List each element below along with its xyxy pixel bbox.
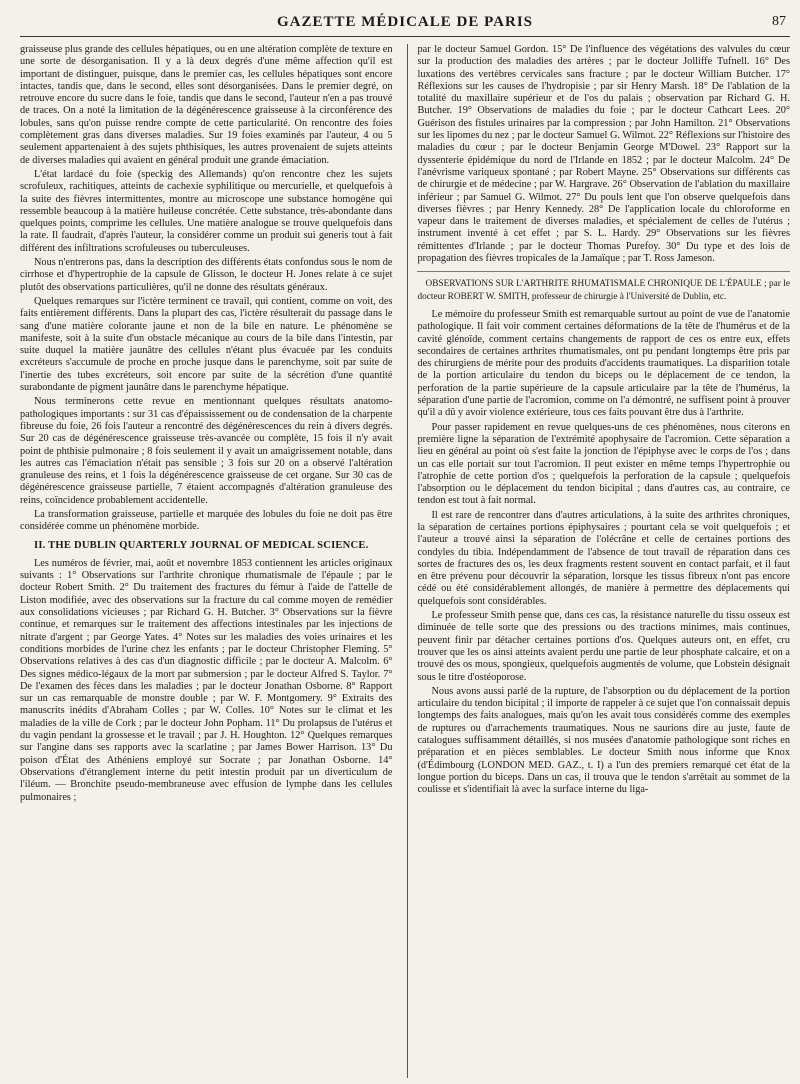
- section-heading: II. THE DUBLIN QUARTERLY JOURNAL OF MEDICAL SCIENCE.: [34, 539, 369, 551]
- journal-title: GAZETTE MÉDICALE DE PARIS: [276, 14, 533, 30]
- running-header: [20, 14, 790, 37]
- paragraph: Nous n'entrerons pas, dans la description des différents états confondus sous le nom de cirrhose et d'hypertrophie de la capsule de Glisson, le docteur H. Jones relate à ce sujet plutôt des observations particulières, qu'il ne donne des résultats généraux.: [20, 257, 393, 293]
- left-column: [20, 44, 401, 1078]
- article-heading: OBSERVATIONS SUR L'ARTHRITE RHUMATISMALE CHRONIQUE DE L'ÉPAULE ; par le docteur ROBERT W. SMITH, professeur de chirurgie à l'Université de Dublin, etc.: [417, 279, 790, 302]
- separator-rule: [417, 271, 790, 272]
- column-divider: [407, 44, 408, 1078]
- paragraph: Le mémoire du professeur Smith est remarquable surtout au point de vue de l'anatomie pathologique. Il fait voir comment certaines déformations de la tête de l'humérus et de la cavité glénoïde, comment certains changements de rapport de ces os entre eux, effets secondaires de certaines arthrites rhumatismales, ont pu pendant longtemps être pris par des chirurgiens de mérite pour des produits d'accidents traumatiques. La disparition totale de la portion articulaire du tendon du biceps ou le déplacement de ce tendon, la perforation de la partie supérieure de la capsule articulaire par la tête de l'humérus, la séparation d'une partie de l'acromion, comme on l'a démontré, ne suffisent point à prouver qu'il a dû y avoir violence extérieure, tous ces faits pouvant être dus à l'arthrite.: [417, 308, 790, 419]
- paragraph: Pour passer rapidement en revue quelques-uns de ces phénomènes, nous citerons en première ligne la séparation de l'extrémité apophysaire de l'acromion. Cette séparation a lieu en général au point où s'est faite la jonction de l'épiphyse avec le corps de l'os ; dans un cas elle portait sur tout l'acromion. Il peut exister en même temps l'hypertrophie ou l'atrophie de cette portion d'os ; quelquefois la perforation de la capsule ; quelquefois l'absorption ou le déplacement du tendon bicipital ; dans d'autres cas, au contraire, ce tendon est tout à fait normal.: [417, 421, 790, 507]
- paragraph: L'état lardacé du foie (speckig des Allemands) qu'on rencontre chez les sujets scrofuleux, rachitiques, atteints de cachexie syphilitique ou mercurielle, et quelquefois à la suite des fièvres intermittentes, montre au microscope une substance homogène qui ressemble beaucoup à la matière huileuse concrétée. Cette substance, très-abondante dans quelques points, comprime les cellules. Une matière analogue se trouve quelquefois dans la rate. Il faudrait, d'après l'auteur, la considérer comme un produit sui generis tout à fait différent des infiltrations scrofuleuses ou tuberculeuses.: [20, 168, 393, 254]
- paragraph: Quelques remarques sur l'ictère terminent ce travail, qui contient, comme on voit, des faits entièrement différents. Dans la plupart des cas, l'ictère résulterait du passage dans le sang d'une matière colorante jaune et non de la bile en nature. Le phénomène se manifeste, soit à la suite d'un obstacle mécanique au cours de la bile dans l'intestin, par suite duquel la matière jaunâtre des cellules n'étant plus évacuée par les conduits excréteurs s'accumule de proche en proche jusque dans le parenchyme, soit par suite de l'inertie des tubes excréteurs, soit encore par suite de la sécrétion d'une quantité surabondante de pigment jaunâtre dans le parenchyme hépatique.: [20, 295, 393, 394]
- paragraph: Nous terminerons cette revue en mentionnant quelques résultats anatomo-pathologiques importants : sur 31 cas d'épaississement ou de condensation de la charpente fibreuse du foie, 26 fois l'auteur a rencontré des dégénérescences du rein à divers degrés. Sur 20 cas de dégénérescence graisseuse très-avancée ou complète, 15 fois il n'y avait point de phthisie pulmonaire ; 8 fois seulement il y avait un amaigrissement notable, dans les autres cas l'émaciation n'était pas sensible ; 3 fois sur 20 on a observé l'altération granuleuse des reins, et 1 fois la dégénérescence graisseuse de cet organe. Sur 30 cas de dégénérescence graisseuse partielle, 7 étaient accompagnés d'altération granuleuse des reins, coïncidence probablement accidentelle.: [20, 396, 393, 506]
- paragraph: graisseuse plus grande des cellules hépatiques, ou en une altération complète de texture en une sorte de désorganisation. Il y a là deux degrés d'une même affection qu'il est important de distinguer, puisque, dans le premier cas, les cellules hépatiques sont encore intactes, tandis que, dans le second, elles sont désorganisées. Dans le premier degré, on retrouve encore du sucre dans le foie, tandis que dans le second, l'auteur n'en a pas trouvé de traces. On a noté la limitation de la dégénérescence graisseuse à la circonférence des lobules, sans qu'on puisse rendre compte de cette particularité. On rencontre des foies complètement gras dans diverses maladies. Sur 19 foies examinés par l'auteur, 4 ou 5 seulement appartenaient à des sujets phthisiques, les autres provenaient de sujets atteints de diverses maladies qui avaient en général produit une grande émaciation.: [20, 44, 393, 166]
- two-column-body: [20, 44, 790, 1078]
- paragraph: par le docteur Samuel Gordon. 15° De l'influence des végétations des valvules du cœur sur la production des maladies des artères ; par le docteur Jolliffe Tufnell. 16° Des luxations des vertèbres cervicales sans fracture ; par le docteur William Butcher. 17° Réflexions sur les causes de l'hydropisie ; par sir Henry Marsh. 18° De l'ablation de la totalité du maxillaire supérieur et de l'os du palais ; observation par Richard G. H. Butcher. 19° Observations de maladies du foie ; par le docteur Cathcart Lees. 20° Guérison des fistules urinaires par la compression ; par John Hamilton. 21° Observations sur les lipomes du nez ; par le docteur Samuel G. Wilmot. 22° Réflexions sur l'histoire des maladies du cœur ; par le docteur Benjamin George M'Dowel. 23° Rapport sur la dyssenterie épidémique du nord de l'Irlande en 1852 ; par le docteur Malcolm. 24° De l'anévrisme variqueux spontané ; par Robert Mayne. 25° Observations sur différents cas de chirurgie et de médecine ; par W. Hargrave. 26° Observation de l'ablation du maxillaire inférieur ; par Samuel G. Wilmot. 27° Du pouls lent que l'on observe quelquefois dans diverses fièvres ; par Henry Kennedy. 28° De l'application locale du chloroforme en vapeur dans le traitement de diverses maladies, et spécialement de celles de l'utérus ; instrument inventé à cet effet ; par S. L. Hardy. 29° Observations sur les fièvres rémittentes d'Irlande ; par le docteur Thomas Purefoy. 30° Du type et des lois de propagation des fièvres tropicales de la Jamaïque ; par T. Ross Jameson.: [417, 44, 790, 265]
- paragraph: Il est rare de rencontrer dans d'autres articulations, à la suite des arthrites chroniques, la séparation de certaines portions épiphysaires ; pourtant cela se voit quelquefois ; et l'auteur a trouvé ainsi la séparation de l'olécrâne et celle de certaines portions des condyles du tibia. Indépendamment de l'absence de tout travail de réparation dans ces sortes de fractures des os, les deux fragments restent souvent en contact parfait, et il faut en être prévenu pour découvrir la séparation, lorsque les tissus fibreux n'ont pas encore cédé ou été considérablement allongés, de manière à permettre des déplacements qui quelquefois sont considérables.: [417, 509, 790, 607]
- right-column: [413, 44, 790, 1078]
- paragraph: La transformation graisseuse, partielle et marquée des lobules du foie ne doit pas être considérée comme un phénomène morbide.: [20, 508, 393, 533]
- paragraph: Nous avons aussi parlé de la rupture, de l'absorption ou du déplacement de la portion articulaire du tendon bicipital ; il importe de rappeler à ce sujet que l'on connaissait depuis longtemps des faits analogues, mais qu'on les avait tous considérés comme des exemples de ruptures ou d'arrachements traumatiques. Nous ne saurions dire au juste, faute de catalogues suffisamment détaillés, si nos musées d'anatomie pathologique sont riches en préparation et en pièces semblables. Le docteur Smith nous informe que Knox (d'Édimbourg (LONDON MED. GAZ., t. I) a l'un des premiers remarqué cet état de la longue portion du biceps. Dans un cas, il trouva que le tendon s'arrêtait au sommet de la coulisse et s'identifiait là avec la surface interne du liga-: [417, 685, 790, 796]
- page-number: 87: [772, 14, 786, 29]
- paragraph: Le professeur Smith pense que, dans ces cas, la résistance naturelle du tissu osseux est diminuée de telle sorte que des pressions ou des tractions minimes, mais continues, peuvent finir par détacher certaines portions d'os. Quelques auteurs ont, en effet, cru trouver que les os ainsi atteints avaient perdu une partie de leur phosphate calcaire, et on a trouvé des os mous, spongieux, quelquefois augmentés de volume, que Lobstein désignait sous le titre d'ostéoporose.: [417, 610, 790, 683]
- paragraph: Les numéros de février, mai, août et novembre 1853 contiennent les articles originaux suivants : 1° Observations sur l'arthrite chronique rhumatismale de l'épaule ; par le docteur Robert Smith. 2° Du traitement des fractures du fémur à l'aide de l'attelle de Liston modifiée, avec des observations sur la fracture du cal comme moyen de remédier aux consolidations vicieuses ; par Richard G. H. Butcher. 3° Observations sur la fièvre continue, et remarques sur le traitement des affections intestinales par les injections de nitrate d'argent ; par George Yates. 4° Notes sur les maladies des voies urinaires et les conditions morbides de l'urine chez les enfants ; par le docteur Christopher Fleming. 5° Observations relatives à des cas d'un diagnostic difficile ; par le docteur A. Malcolm. 6° Des signes médico-légaux de la mort par submersion ; par le docteur Alfred S. Taylor. 7° De l'examen des fèces dans les maladies ; par le docteur Jonathan Osborne. 8° Rapport sur un cas remarquable de monstre double ; par W. F. Montgomery. 9° Extraits des manuscrits inédits d'Abraham Colles ; par W. Colles. 10° Notes sur le climat et les maladies de la ville de Cork ; par le docteur John Popham. 11° Du prolapsus de l'utérus et du vagin pendant la grossesse et le travail ; par J. H. Houghton. 12° Quelques remarques sur l'angine dans ses rapports avec la scarlatine ; par James Bower Harrison. 13° Du poison d'État des Athéniens employé sur Socrate ; par Jonathan Osborne. 14° Observations d'étranglement interne du petit intestin produit par un diverticulum de l'iléum. — Bronchite pseudo-membraneuse avec effusion de lymphe dans les cellules pulmonaires ;: [20, 557, 393, 803]
